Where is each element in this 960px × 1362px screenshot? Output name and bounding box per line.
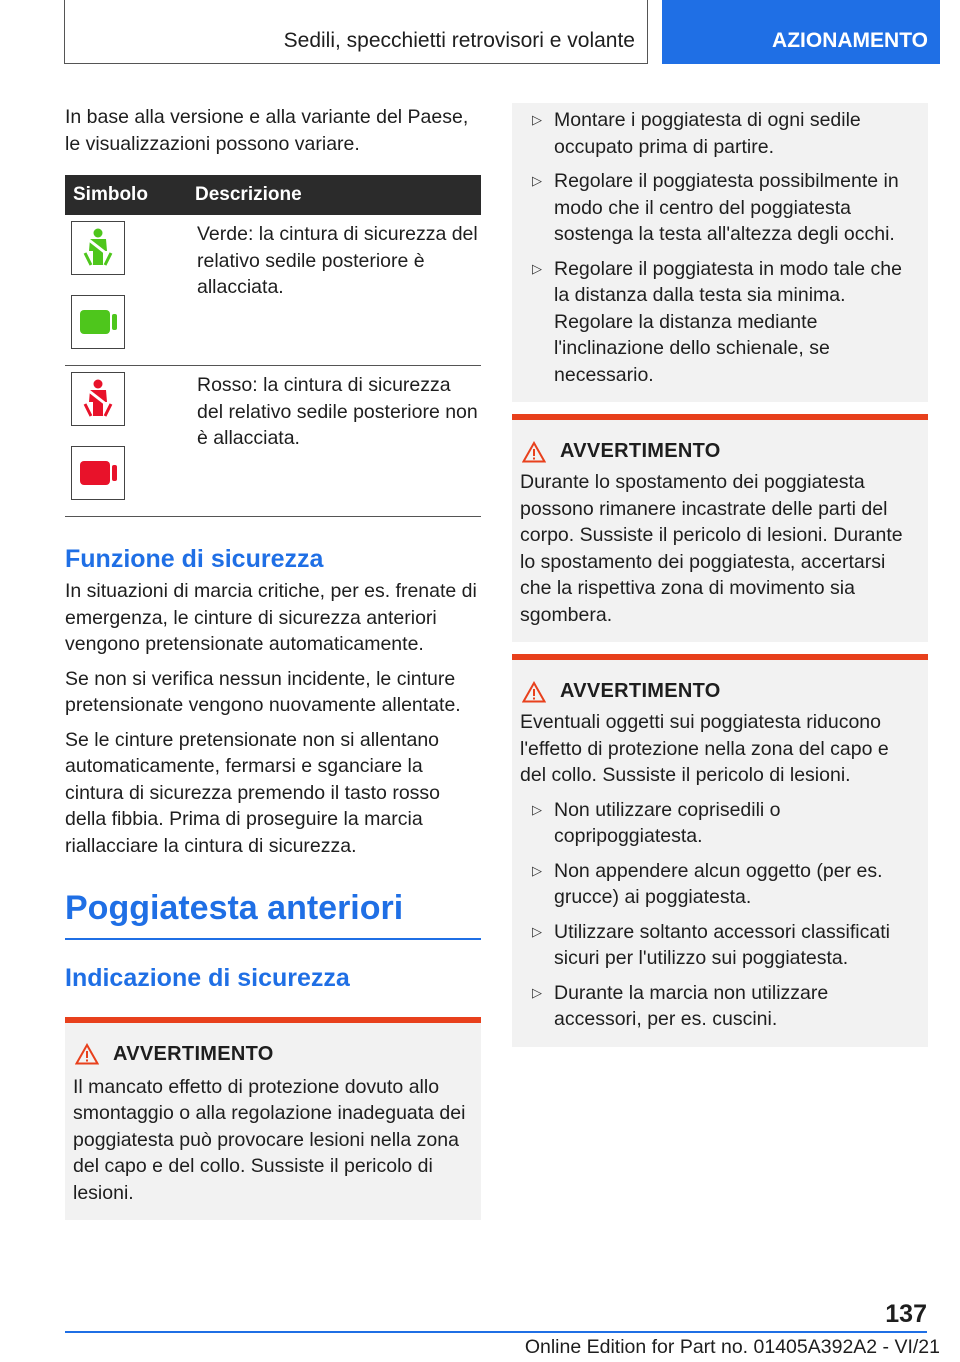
seat-indicator-green-icon (71, 295, 125, 349)
warning-title-1 (73, 1043, 473, 1066)
warning-box-3 (512, 654, 928, 1047)
list-item (520, 168, 920, 248)
safety-function-p1: In situazioni di marcia critiche, per es. frenate di emergenza, le cinture di sicurezza anteriori vengono pretensionate automaticamente. (65, 580, 477, 655)
header-chapter-tab (662, 0, 940, 64)
intro-text: In base alla versione e alla variante del Paese, le visualizzazioni possono variare. (65, 106, 469, 155)
safety-function-p3: Se le cinture pretensionate non si allentano automaticamente, fermarsi e sganciare la cintura di sicurezza premendo il tasto rosso della fibbia. Prima di proseguire la marcia riallacciare la cintura di sicurezza. (65, 728, 441, 857)
warning-text-2: Durante lo spostamento dei poggiatesta possono rimanere incastrate delle parti del corpo. Sussiste il pericolo di lesioni. Durante lo spostamento dei poggiatesta, accertarsi che la rispettiva zona di movimento sia sgombera. (520, 471, 903, 626)
warning-label-2: AVVERTIMENTO (560, 440, 721, 462)
bullet-triangle-icon: ▷ (532, 173, 542, 188)
warning-text-1: Il mancato effetto di protezione dovuto allo smontaggio o alla regolazione inadeguata dei poggiatesta può provocare lesioni nella zona del capo e del collo. Sussiste il pericolo di lesioni. (73, 1075, 466, 1204)
left-column (65, 104, 481, 1220)
table-row-red (65, 366, 481, 517)
row-description-red: Rosso: la cintura di sicurezza del relativo sedile posteriore non è allacciata. (197, 374, 478, 449)
list-item (520, 858, 920, 911)
warning-title-2 (520, 440, 920, 463)
header-section-title: Sedili, specchietti retrovisori e volante (283, 29, 635, 52)
seatbelt-red-icon (71, 372, 125, 426)
col-header-description: Descrizione (187, 175, 481, 215)
bullet-triangle-icon: ▷ (532, 801, 542, 817)
warning-box-1 (65, 1017, 481, 1221)
warning-triangle-icon (522, 681, 546, 703)
row-description-green: Verde: la cintura di sicurezza del relativo sedile posteriore è allacciata. (197, 223, 478, 298)
seat-indicator-red-icon (71, 446, 125, 500)
list-item-text: Regolare il poggiatesta in modo tale che la distanza dalla testa sia minima. Regolare la distanza mediante l'inclinazione dello schienale, se necessario. (554, 257, 902, 386)
header-chapter-title: AZIONAMENTO (772, 29, 928, 52)
list-item-text: Non appendere alcun oggetto (per es. grucce) ai poggiatesta. (554, 859, 883, 908)
list-item-text: Non utilizzare coprisedili o copripoggiatesta. (554, 798, 781, 847)
warning-label-3: AVVERTIMENTO (560, 680, 721, 702)
bullet-triangle-icon: ▷ (532, 984, 542, 1000)
heading-rule (65, 938, 481, 940)
headrests-heading: Poggiatesta anteriori (65, 889, 404, 927)
seatbelt-green-icon (71, 221, 125, 275)
safety-function-p2: Se non si verifica nessun incidente, le cinture pretensionate vengono nuovamente allentate. (65, 667, 461, 716)
warning-triangle-icon (75, 1043, 99, 1065)
col-header-symbol: Simbolo (65, 175, 187, 215)
list-item (520, 256, 920, 389)
footer-rule (65, 1331, 927, 1333)
footer-edition: Online Edition for Part no. 01405A392A2 - VI/21 (524, 1336, 940, 1358)
symbol-table (65, 175, 481, 517)
safety-notice-heading: Indicazione di sicurezza (65, 963, 350, 992)
bullet-triangle-icon: ▷ (532, 862, 542, 878)
bullet-triangle-icon: ▷ (532, 923, 542, 939)
list-item (520, 980, 920, 1033)
warning-box-2 (512, 414, 928, 642)
warning-text-3: Eventuali oggetti sui poggiatesta riducono l'effetto di protezione nella zona del capo e del collo. Sussiste il pericolo di lesioni. (520, 711, 889, 786)
list-item-text: Montare i poggiatesta di ogni sedile occupato prima di partire. (554, 109, 861, 158)
table-row-green (65, 215, 481, 366)
warning-triangle-icon (522, 441, 546, 463)
header-section-box (64, 0, 648, 64)
warning-title-3 (520, 680, 920, 703)
list-item (520, 919, 920, 972)
adjust-bullets-box (512, 103, 928, 402)
right-column (512, 103, 928, 1047)
list-item-text: Utilizzare soltanto accessori classificati sicuri per l'utilizzo sui poggiatesta. (554, 920, 890, 969)
list-item-text: Durante la marcia non utilizzare accessori, per es. cuscini. (554, 981, 829, 1030)
bullet-triangle-icon: ▷ (532, 112, 542, 127)
warning-label-1: AVVERTIMENTO (113, 1042, 274, 1065)
list-item-text: Regolare il poggiatesta possibilmente in modo che il centro del poggiatesta sostenga la testa all'altezza degli occhi. (554, 170, 899, 245)
list-item (520, 797, 920, 850)
bullet-triangle-icon: ▷ (532, 260, 542, 276)
page-number: 137 (885, 1300, 927, 1328)
list-item (520, 107, 920, 160)
safety-function-heading: Funzione di sicurezza (65, 545, 324, 573)
